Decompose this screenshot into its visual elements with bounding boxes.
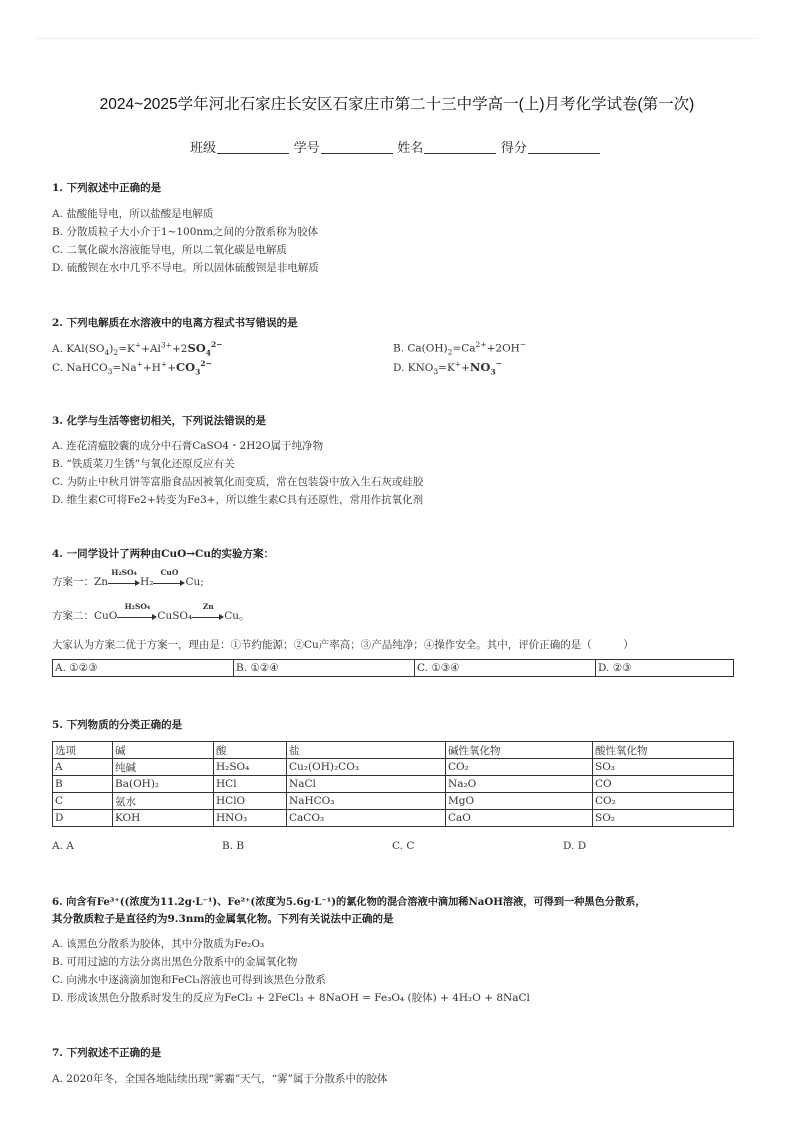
table-cell: Ba(OH)₂ [113,776,214,793]
reaction-arrow-icon: H₂SO₄ [108,578,140,586]
reaction-arrow-icon: CuO [153,578,185,586]
table-header: 选项 [53,742,113,759]
question-6-stem-line1: 6. 向含有Fe³⁺((浓度为11.2g·L⁻¹)、Fe²⁺(浓度为5.6g·L⁻¹)的氯化物的混合溶液中滴加稀NaOH溶液，可得到一种黑色分散系， [52,896,646,908]
q6-option-d[interactable]: D. 形成该黑色分散系时发生的反应为FeCl₂ + 2FeCl₃ + 8NaOH = Fe₃O₄ (胶体) + 4H₂O + 8NaCl [52,992,530,1004]
id-blank[interactable] [321,153,393,154]
q2-option-b[interactable]: B. $Ca(OH)_2=Ca^{2+}+2OH^-$ [393,340,527,357]
table-header: 酸性氧化物 [593,742,734,759]
student-info-line [190,137,601,156]
table-cell: A [53,759,113,776]
table-cell: CaCO₃ [287,810,446,827]
class-label: 班级 [190,140,217,155]
table-header: 碱 [113,742,214,759]
score-label: 得分 [500,140,527,155]
class-blank[interactable] [217,153,289,154]
table-header: 碱性氧化物 [446,742,593,759]
table-cell: Na₂O [446,776,593,793]
table-cell: CO₂ [446,759,593,776]
question-4-stem: 4. 一同学设计了两种由CuO→Cu的实验方案： [52,548,275,560]
table-cell: NaHCO₃ [287,793,446,810]
q3-option-d[interactable]: D. 维生素C可将Fe2+转变为Fe3+，所以维生素C具有还原性，常用作抗氧化剂 [52,494,424,506]
q5-choice-a[interactable]: A. A [52,840,74,852]
q4-choice-c[interactable]: C. ①③④ [415,660,596,677]
table-cell: H₂SO₄ [214,759,287,776]
q3-option-a[interactable]: A. 连花清瘟胶囊的成分中石膏CaSO4・2H2O属于纯净物 [52,440,324,452]
q3-option-b[interactable]: B. “铁质菜刀生锈”与氧化还原反应有关 [52,458,235,470]
table-cell: C [53,793,113,810]
q5-choice-c[interactable]: C. C [392,840,415,852]
q5-choice-d[interactable]: D. D [563,840,587,852]
table-cell: 纯碱 [113,759,214,776]
page-title: 2024~2025学年河北石家庄长安区石家庄市第二十三中学高一(上)月考化学试卷(第一次) [99,96,695,113]
q2-option-c[interactable]: C. $NaHCO_3=Na^++H^++CO_3^{2-}$ [52,359,212,377]
table-header: 盐 [287,742,446,759]
q2-option-a[interactable]: A. $KAl(SO_4)_2=K^++Al^{3+}+2SO_4^{2-}$ [52,340,223,358]
q4-choice-b[interactable]: B. ①②④ [234,660,415,677]
question-1-stem: 1. 下列叙述中正确的是 [52,182,162,194]
table-cell: CO [593,776,734,793]
table-cell: NaCl [287,776,446,793]
table-row [53,793,734,810]
table-cell: D [53,810,113,827]
id-label: 学号 [293,140,320,155]
q1-option-d[interactable]: D. 硫酸钡在水中几乎不导电。所以固体硫酸钡是非电解质 [52,262,319,274]
question-7-stem: 7. 下列叙述不正确的是 [52,1047,162,1059]
q3-option-c[interactable]: C. 为防止中秋月饼等富脂食品因被氧化而变质，常在包装袋中放入生石灰或硅胶 [52,476,424,488]
reaction-arrow-icon: H₂SO₄ [117,612,157,620]
question-6-stem-line2: 其分散质粒子是直径约为9.3nm的金属氧化物。下列有关说法中正确的是 [52,913,394,925]
table-cell: CO₂ [593,793,734,810]
table-cell: 氨水 [113,793,214,810]
table-cell: HClO [214,793,287,810]
table-cell: KOH [113,810,214,827]
question-5-stem: 5. 下列物质的分类正确的是 [52,719,183,731]
table-cell: Cu₂(OH)₂CO₃ [287,759,446,776]
table-cell: SO₃ [593,759,734,776]
q5-classification-table [52,741,734,827]
q1-option-a[interactable]: A. 盐酸能导电，所以盐酸是电解质 [52,208,214,220]
table-row [53,776,734,793]
q4-choice-a[interactable]: A. ①②③ [53,660,234,677]
table-cell: HCl [214,776,287,793]
q1-option-b[interactable]: B. 分散质粒子大小介于1~100nm之间的分散系称为胶体 [52,226,319,238]
table-cell: MgO [446,793,593,810]
q4-scheme-2: 方案二：CuO H₂SO₄ CuSO₄ Zn Cu。 [52,602,250,622]
q4-choice-table [52,659,734,677]
header-divider [36,38,758,39]
question-3-stem: 3. 化学与生活等密切相关，下列说法错误的是 [52,415,267,427]
q6-option-b[interactable]: B. 可用过滤的方法分离出黑色分散系中的金属氧化物 [52,956,298,968]
q6-option-c[interactable]: C. 向沸水中逐滴滴加饱和FeCl₃溶液也可得到该黑色分散系 [52,974,326,986]
question-2-stem: 2. 下列电解质在水溶液中的电离方程式书写错误的是 [52,317,298,329]
table-row [53,810,734,827]
q5-choice-b[interactable]: B. B [222,840,245,852]
table-cell: B [53,776,113,793]
table-cell: SO₂ [593,810,734,827]
table-cell: HNO₃ [214,810,287,827]
table-cell: CaO [446,810,593,827]
q2-option-d[interactable]: D. $KNO_3=K^++NO_3^-$ [393,359,502,377]
name-label: 姓名 [397,140,424,155]
table-row [53,759,734,776]
q6-option-a[interactable]: A. 该黑色分散系为胶体，其中分散质为Fe₂O₃ [52,938,265,950]
table-header-row [53,742,734,759]
q7-option-a[interactable]: A. 2020年冬，全国各地陆续出现“雾霾”天气，“雾”属于分散系中的胶体 [52,1073,388,1085]
q4-question-text: 大家认为方案二优于方案一，理由是：①节约能源；②Cu产率高；③产品纯净；④操作安全。其中，评价正确的是（ ） [52,639,634,651]
reaction-arrow-icon: Zn [192,612,224,620]
table-header: 酸 [214,742,287,759]
q1-option-c[interactable]: C. 二氧化碳水溶液能导电，所以二氧化碳是电解质 [52,244,287,256]
score-blank[interactable] [528,153,600,154]
q4-choice-d[interactable]: D. ②③ [596,660,734,677]
q4-scheme-1: 方案一：Zn H₂SO₄ H₂ CuO Cu; [52,568,204,588]
name-blank[interactable] [424,153,496,154]
